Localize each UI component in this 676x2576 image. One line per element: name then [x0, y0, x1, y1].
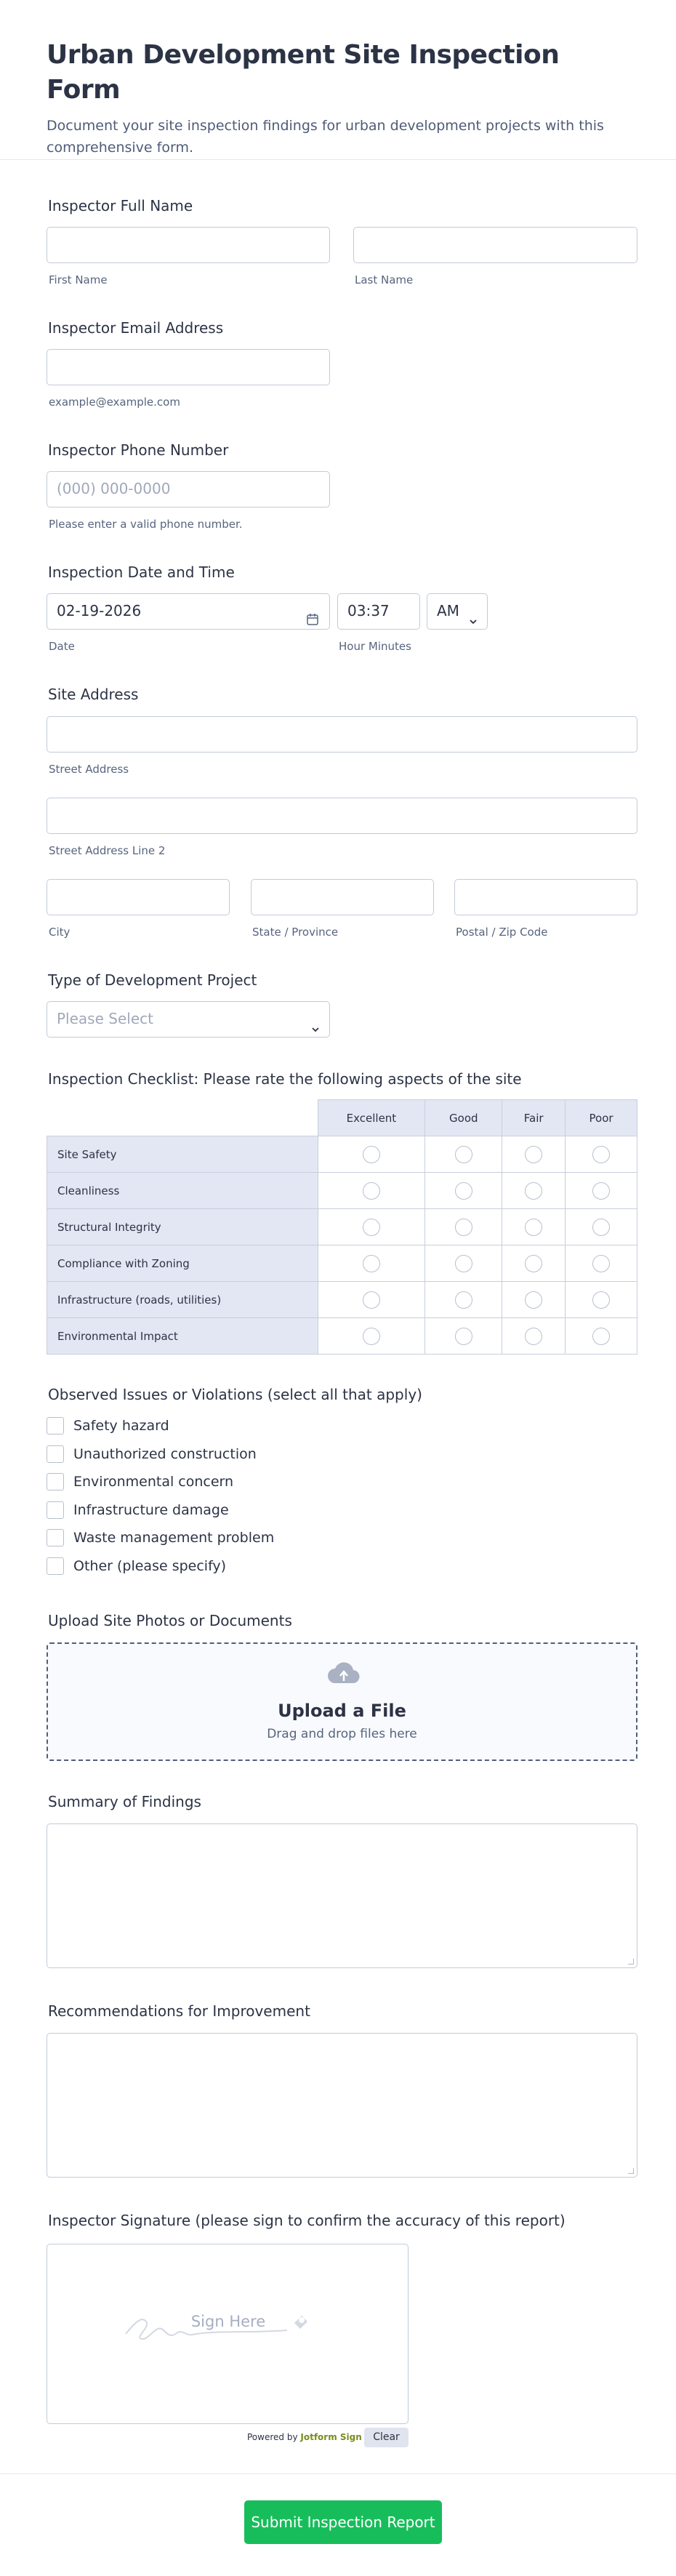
- radio-poor[interactable]: [592, 1328, 610, 1345]
- radio-fair[interactable]: [525, 1328, 542, 1345]
- issue-option-label: Waste management problem: [73, 1530, 275, 1546]
- recommendations-label: Recommendations for Improvement: [48, 2002, 310, 2020]
- recommendations-textarea[interactable]: [47, 2033, 637, 2178]
- matrix-row: [47, 1282, 637, 1318]
- upload-title: Upload a File: [278, 1701, 406, 1721]
- page-subtitle: Document your site inspection findings for urban development projects with this comprehensive form.: [47, 118, 604, 156]
- upload-label: Upload Site Photos or Documents: [48, 1612, 292, 1629]
- checkbox[interactable]: [47, 1417, 64, 1435]
- matrix-col-poor: Poor: [566, 1100, 637, 1136]
- radio-poor[interactable]: [592, 1146, 610, 1163]
- chevron-down-icon: [310, 1013, 321, 1047]
- page-title: Urban Development Site Inspection Form: [47, 40, 560, 105]
- issue-option-label: Unauthorized construction: [73, 1446, 257, 1462]
- issue-option[interactable]: [47, 1445, 257, 1464]
- radio-excellent[interactable]: [363, 1182, 380, 1200]
- matrix-row-label: Structural Integrity: [47, 1209, 318, 1245]
- radio-poor[interactable]: [592, 1219, 610, 1236]
- issue-option[interactable]: [47, 1416, 169, 1435]
- issue-option[interactable]: [47, 1557, 226, 1576]
- issues-label: Observed Issues or Violations (select all that apply): [48, 1386, 422, 1403]
- matrix-row: [47, 1245, 637, 1282]
- radio-good[interactable]: [455, 1328, 472, 1345]
- zip-sublabel: Postal / Zip Code: [456, 926, 548, 939]
- email-label: Inspector Email Address: [48, 319, 224, 337]
- radio-excellent[interactable]: [363, 1291, 380, 1309]
- matrix-row-label: Site Safety: [47, 1136, 318, 1173]
- radio-poor[interactable]: [592, 1255, 610, 1272]
- issue-option[interactable]: [47, 1501, 229, 1520]
- issue-option-label: Safety hazard: [73, 1418, 169, 1434]
- time-input[interactable]: 03:37: [337, 593, 420, 630]
- state-input[interactable]: [251, 879, 434, 915]
- radio-good[interactable]: [455, 1255, 472, 1272]
- resize-handle-icon[interactable]: [628, 1959, 634, 1965]
- project-type-label: Type of Development Project: [48, 971, 257, 989]
- clear-signature-button[interactable]: Clear: [364, 2428, 409, 2447]
- radio-excellent[interactable]: [363, 1146, 380, 1163]
- checkbox[interactable]: [47, 1501, 64, 1519]
- jotform-sign-link[interactable]: Jotform Sign: [300, 2432, 362, 2442]
- radio-poor[interactable]: [592, 1182, 610, 1200]
- signature-pad[interactable]: [47, 2244, 409, 2424]
- upload-dropzone[interactable]: [47, 1642, 637, 1761]
- phone-label: Inspector Phone Number: [48, 441, 229, 459]
- issue-option-label: Other (please specify): [73, 1558, 227, 1574]
- powered-by: [247, 2432, 362, 2442]
- submit-button[interactable]: Submit Inspection Report: [244, 2500, 442, 2544]
- form-header: [0, 0, 676, 160]
- radio-excellent[interactable]: [363, 1219, 380, 1236]
- radio-fair[interactable]: [525, 1182, 542, 1200]
- state-sublabel: State / Province: [252, 926, 339, 939]
- upload-subtitle: Drag and drop files here: [267, 1727, 417, 1741]
- radio-fair[interactable]: [525, 1291, 542, 1309]
- radio-good[interactable]: [455, 1291, 472, 1309]
- matrix-col-good: Good: [425, 1100, 502, 1136]
- issue-option[interactable]: [47, 1528, 274, 1547]
- issue-option-label: Infrastructure damage: [73, 1502, 229, 1518]
- radio-poor[interactable]: [592, 1291, 610, 1309]
- zip-input[interactable]: [454, 879, 637, 915]
- project-type-select[interactable]: [47, 1001, 330, 1038]
- phone-field[interactable]: (000) 000-0000: [47, 471, 330, 507]
- phone-sublabel: Please enter a valid phone number.: [49, 518, 243, 531]
- street-address-sublabel: Street Address: [49, 763, 129, 776]
- matrix-corner: [47, 1100, 318, 1136]
- matrix-col-fair: Fair: [502, 1100, 566, 1136]
- matrix-col-excellent: Excellent: [318, 1100, 425, 1136]
- checkbox[interactable]: [47, 1557, 64, 1575]
- street-address-line2-sublabel: Street Address Line 2: [49, 844, 166, 857]
- project-type-placeholder: Please Select: [57, 1010, 153, 1027]
- radio-fair[interactable]: [525, 1146, 542, 1163]
- form-footer: [0, 2473, 676, 2576]
- date-sublabel: Date: [49, 640, 75, 653]
- ampm-select[interactable]: [427, 593, 488, 630]
- radio-excellent[interactable]: [363, 1255, 380, 1272]
- signature-placeholder: Sign Here: [190, 2313, 266, 2330]
- email-field[interactable]: [47, 349, 330, 385]
- signature-label: Inspector Signature (please sign to confirm the accuracy of this report): [48, 2212, 566, 2229]
- matrix-row: [47, 1136, 637, 1173]
- calendar-icon[interactable]: [306, 604, 319, 638]
- radio-good[interactable]: [455, 1146, 472, 1163]
- matrix-row-label: Compliance with Zoning: [47, 1245, 318, 1282]
- matrix-row: [47, 1173, 637, 1209]
- checkbox[interactable]: [47, 1473, 64, 1490]
- last-name-input[interactable]: [353, 227, 637, 263]
- matrix-row: [47, 1209, 637, 1245]
- datetime-label: Inspection Date and Time: [48, 563, 235, 581]
- radio-good[interactable]: [455, 1182, 472, 1200]
- checkbox[interactable]: [47, 1529, 64, 1546]
- date-input[interactable]: [47, 593, 330, 630]
- street-address-line2-input[interactable]: [47, 798, 637, 834]
- checklist-label: Inspection Checklist: Please rate the following aspects of the site: [48, 1070, 522, 1088]
- cloud-upload-icon: [326, 1660, 361, 1689]
- last-name-sublabel: Last Name: [355, 273, 414, 286]
- checklist-matrix: [47, 1099, 637, 1355]
- date-value: 02-19-2026: [57, 602, 142, 619]
- summary-label: Summary of Findings: [48, 1793, 201, 1810]
- matrix-row-label: Infrastructure (roads, utilities): [47, 1282, 318, 1318]
- radio-good[interactable]: [455, 1219, 472, 1236]
- inspector-name-label: Inspector Full Name: [48, 197, 193, 214]
- radio-excellent[interactable]: [363, 1328, 380, 1345]
- first-name-sublabel: First Name: [49, 273, 108, 286]
- matrix-row-label: Cleanliness: [47, 1173, 318, 1209]
- site-address-label: Site Address: [48, 686, 139, 703]
- first-name-input[interactable]: [47, 227, 330, 263]
- resize-handle-icon[interactable]: [628, 2168, 634, 2174]
- city-sublabel: City: [49, 926, 71, 939]
- matrix-row-label: Environmental Impact: [47, 1318, 318, 1355]
- email-sublabel: example@example.com: [49, 396, 180, 409]
- matrix-row: [47, 1318, 637, 1355]
- radio-fair[interactable]: [525, 1219, 542, 1236]
- issue-option[interactable]: [47, 1472, 233, 1491]
- ampm-value: AM: [437, 602, 459, 619]
- powered-by-text: Powered by: [247, 2432, 301, 2442]
- issue-option-label: Environmental concern: [73, 1474, 234, 1490]
- radio-fair[interactable]: [525, 1255, 542, 1272]
- city-input[interactable]: [47, 879, 230, 915]
- time-sublabel: Hour Minutes: [339, 640, 411, 653]
- checkbox[interactable]: [47, 1445, 64, 1463]
- chevron-down-icon: [468, 605, 478, 639]
- summary-textarea[interactable]: [47, 1823, 637, 1968]
- street-address-input[interactable]: [47, 716, 637, 753]
